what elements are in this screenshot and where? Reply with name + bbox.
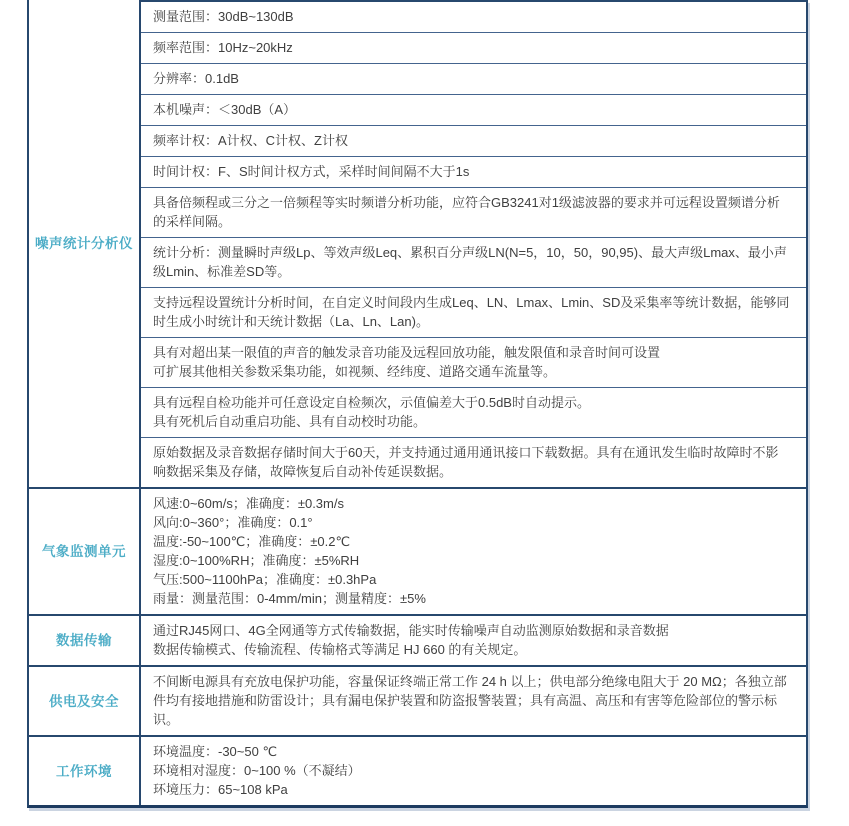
spec-text-line: 湿度:0~100%RH；准确度：±5%RH xyxy=(153,553,360,568)
spec-row xyxy=(141,489,806,614)
spec-section-power-and-safety xyxy=(29,665,806,735)
spec-text-line: 时间计权：F、S时间计权方式，采样时间间隔不大于1s xyxy=(153,164,470,179)
spec-row xyxy=(141,156,806,187)
spec-section-noise-statistical-analyzer xyxy=(29,0,806,487)
section-label-line: 测单元 xyxy=(84,544,126,559)
spec-row xyxy=(141,2,806,32)
spec-row xyxy=(141,187,806,237)
spec-text-line: 测量范围：30dB~130dB xyxy=(153,9,294,24)
spec-text-line: 具有远程自检功能并可任意设定自检频次，示值偏差大于0.5dB时自动提示。 xyxy=(153,395,590,410)
spec-text-line: 不间断电源具有充放电保护功能，容量保证终端正常工作 24 h 以上；供电部分绝缘电阻大于 20 MΩ；各独立部件均有接地措施和防雷设计；具有漏电保护装置和防盗报警装置；具有高温、高压和有害等危险部位的警示标识。 xyxy=(153,674,787,727)
spec-row xyxy=(141,387,806,437)
spec-text-line: 原始数据及录音数据存储时间大于60天，并支持通过通用通讯接口下载数据。具有在通讯发生临时故障时不影响数据采集及存储，故障恢复后自动补传延误数据。 xyxy=(153,445,779,479)
section-label xyxy=(56,761,112,782)
spec-row xyxy=(141,94,806,125)
section-label xyxy=(42,541,126,562)
section-label-cell xyxy=(29,0,141,487)
spec-text-line: 支持远程设置统计分析时间，在自定义时间段内生成Leq、LN、Lmax、Lmin、SD及采集率等统计数据，能够同时生成小时统计和天统计数据（La、Ln、Lan)。 xyxy=(153,295,790,329)
spec-text-line: 风向:0~360°；准确度：0.1° xyxy=(153,515,313,530)
spec-section-weather-monitoring-unit xyxy=(29,487,806,614)
section-rows xyxy=(141,616,806,665)
spec-text-line: 分辨率：0.1dB xyxy=(153,71,239,86)
section-label-line: 供电及安全 xyxy=(49,693,119,709)
spec-text-line: 通过RJ45网口、4G全网通等方式传输数据，能实时传输噪声自动监测原始数据和录音数据 xyxy=(153,623,669,638)
spec-text-line: 具有死机后自动重启功能、具有自动校时功能。 xyxy=(153,414,427,429)
section-rows xyxy=(141,667,806,735)
spec-row xyxy=(141,667,806,735)
spec-text-line: 具有对超出某一限值的声音的触发录音功能及远程回放功能，触发限值和录音时间可设置 xyxy=(153,345,661,360)
spec-text-line: 雨量：测量范围：0-4mm/min；测量精度：±5% xyxy=(153,591,426,606)
spec-text-line: 可扩展其他相关参数采集功能，如视频、经纬度、道路交通车流量等。 xyxy=(153,364,557,379)
section-label-cell xyxy=(29,667,141,735)
spec-row xyxy=(141,737,806,805)
spec-row xyxy=(141,237,806,287)
spec-text-line: 风速:0~60m/s；准确度：±0.3m/s xyxy=(153,496,344,511)
spec-text-line: 环境压力：65~108 kPa xyxy=(153,782,288,797)
section-label-line: 气象监 xyxy=(42,544,84,559)
spec-row xyxy=(141,337,806,387)
spec-text-line: 统计分析：测量瞬时声级Lp、等效声级Leq、累积百分声级LN(N=5，10，50，90,95)、最大声级Lmax、最小声级Lmin、标准差SD等。 xyxy=(153,245,787,279)
section-label xyxy=(56,630,112,651)
section-label xyxy=(49,691,119,712)
spec-text-line: 气压:500~1100hPa；准确度：±0.3hPa xyxy=(153,572,377,587)
spec-text-line: 环境温度：-30~50 ℃ xyxy=(153,744,278,759)
spec-section-working-environment xyxy=(29,735,806,805)
spec-row xyxy=(141,63,806,94)
spec-section-data-transmission xyxy=(29,614,806,665)
spec-table xyxy=(27,0,808,808)
section-label-cell xyxy=(29,616,141,665)
spec-text-line: 频率计权：A计权、C计权、Z计权 xyxy=(153,133,349,148)
section-rows xyxy=(141,489,806,614)
section-label-cell xyxy=(29,737,141,805)
section-rows xyxy=(141,0,806,487)
section-label-line: 噪声统计 xyxy=(35,236,91,251)
spec-row xyxy=(141,616,806,665)
section-label-line: 工作环境 xyxy=(56,763,112,779)
spec-row xyxy=(141,125,806,156)
spec-row xyxy=(141,32,806,63)
section-rows xyxy=(141,737,806,805)
spec-text-line: 环境相对湿度：0~100 %（不凝结） xyxy=(153,763,361,778)
spec-text-line: 频率范围：10Hz~20kHz xyxy=(153,40,293,55)
section-label-cell xyxy=(29,489,141,614)
spec-row xyxy=(141,437,806,487)
spec-text-line: 具备倍频程或三分之一倍频程等实时频谱分析功能，应符合GB3241对1级滤波器的要求并可远程设置频谱分析的采样间隔。 xyxy=(153,195,780,229)
section-label-line: 分析仪 xyxy=(91,236,133,251)
spec-text-line: 温度:-50~100℃；准确度：±0.2℃ xyxy=(153,534,351,549)
spec-row xyxy=(141,287,806,337)
section-label xyxy=(35,233,133,254)
section-label-line: 数据传输 xyxy=(56,633,112,648)
spec-text-line: 本机噪声：＜30dB（A） xyxy=(153,102,297,117)
spec-text-line: 数据传输模式、传输流程、传输格式等满足 HJ 660 的有关规定。 xyxy=(153,642,527,657)
